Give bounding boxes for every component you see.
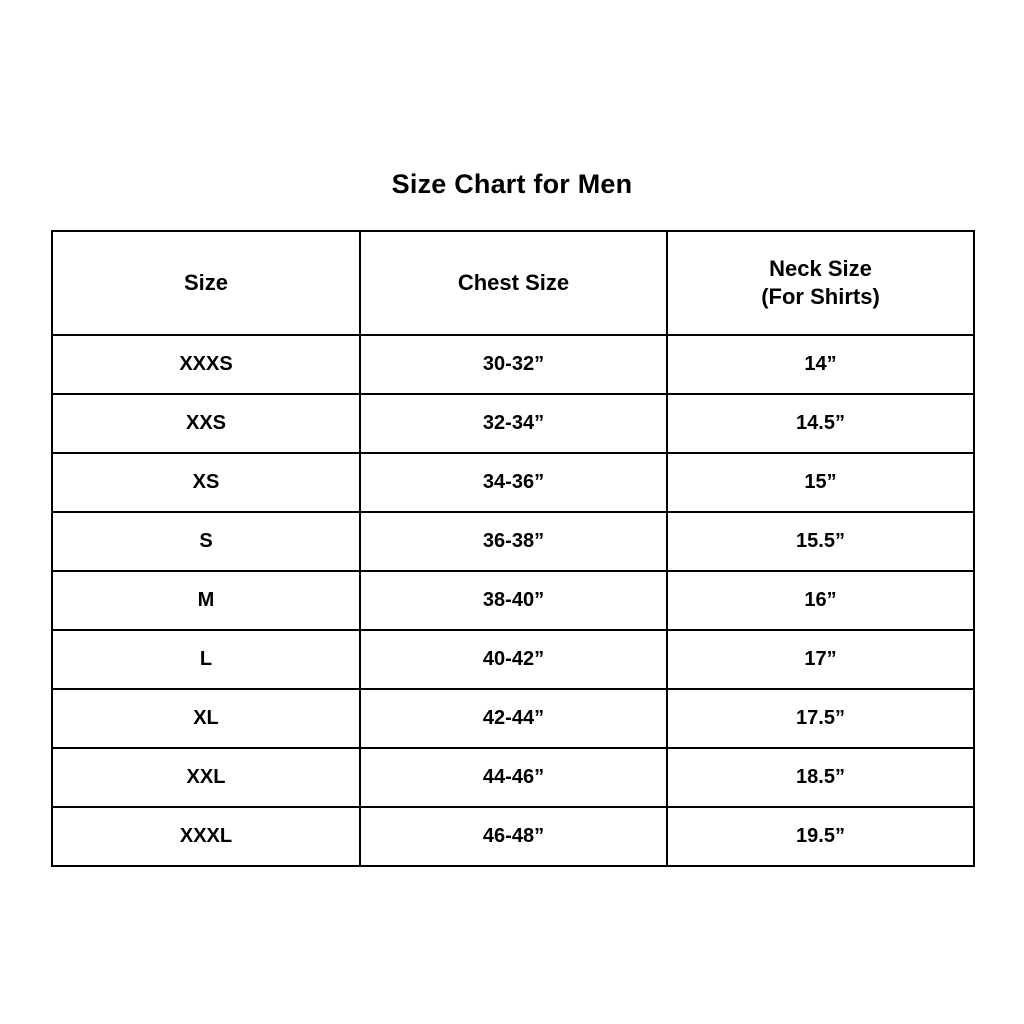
- column-header-chest: [360, 231, 667, 335]
- cell-size: XL: [52, 689, 360, 748]
- cell-chest: 44-46”: [360, 748, 667, 807]
- table-row: [52, 748, 974, 807]
- cell-chest: 30-32”: [360, 335, 667, 394]
- size-table: [51, 230, 975, 867]
- column-header-chest-label: Chest Size: [457, 270, 570, 296]
- cell-chest: 34-36”: [360, 453, 667, 512]
- cell-neck: 14”: [667, 335, 974, 394]
- cell-neck: 16”: [667, 571, 974, 630]
- cell-neck: 18.5”: [667, 748, 974, 807]
- column-header-size-label: Size: [183, 270, 229, 296]
- table-row: [52, 571, 974, 630]
- cell-neck: 17.5”: [667, 689, 974, 748]
- table-row: [52, 512, 974, 571]
- cell-size: XXXL: [52, 807, 360, 866]
- table-row: [52, 630, 974, 689]
- cell-chest: 36-38”: [360, 512, 667, 571]
- table-row: [52, 394, 974, 453]
- cell-size: XXS: [52, 394, 360, 453]
- table-header: [52, 231, 974, 335]
- table-row: [52, 807, 974, 866]
- size-table-container: [51, 230, 973, 867]
- cell-size: L: [52, 630, 360, 689]
- column-header-neck: [667, 231, 974, 335]
- cell-size: XS: [52, 453, 360, 512]
- cell-chest: 42-44”: [360, 689, 667, 748]
- cell-chest: 40-42”: [360, 630, 667, 689]
- cell-size: M: [52, 571, 360, 630]
- cell-chest: 32-34”: [360, 394, 667, 453]
- table-body: [52, 335, 974, 866]
- cell-neck: 15.5”: [667, 512, 974, 571]
- cell-neck: 14.5”: [667, 394, 974, 453]
- cell-chest: 46-48”: [360, 807, 667, 866]
- table-row: [52, 335, 974, 394]
- cell-neck: 17”: [667, 630, 974, 689]
- column-header-neck-label: Neck Size: [769, 256, 872, 282]
- table-header-row: [52, 231, 974, 335]
- column-header-neck-sublabel: (For Shirts): [761, 284, 880, 310]
- page-title: Size Chart for Men: [391, 169, 633, 199]
- cell-size: S: [52, 512, 360, 571]
- table-row: [52, 453, 974, 512]
- column-header-size: [52, 231, 360, 335]
- table-row: [52, 689, 974, 748]
- cell-size: XXXS: [52, 335, 360, 394]
- cell-size: XXL: [52, 748, 360, 807]
- cell-chest: 38-40”: [360, 571, 667, 630]
- cell-neck: 15”: [667, 453, 974, 512]
- cell-neck: 19.5”: [667, 807, 974, 866]
